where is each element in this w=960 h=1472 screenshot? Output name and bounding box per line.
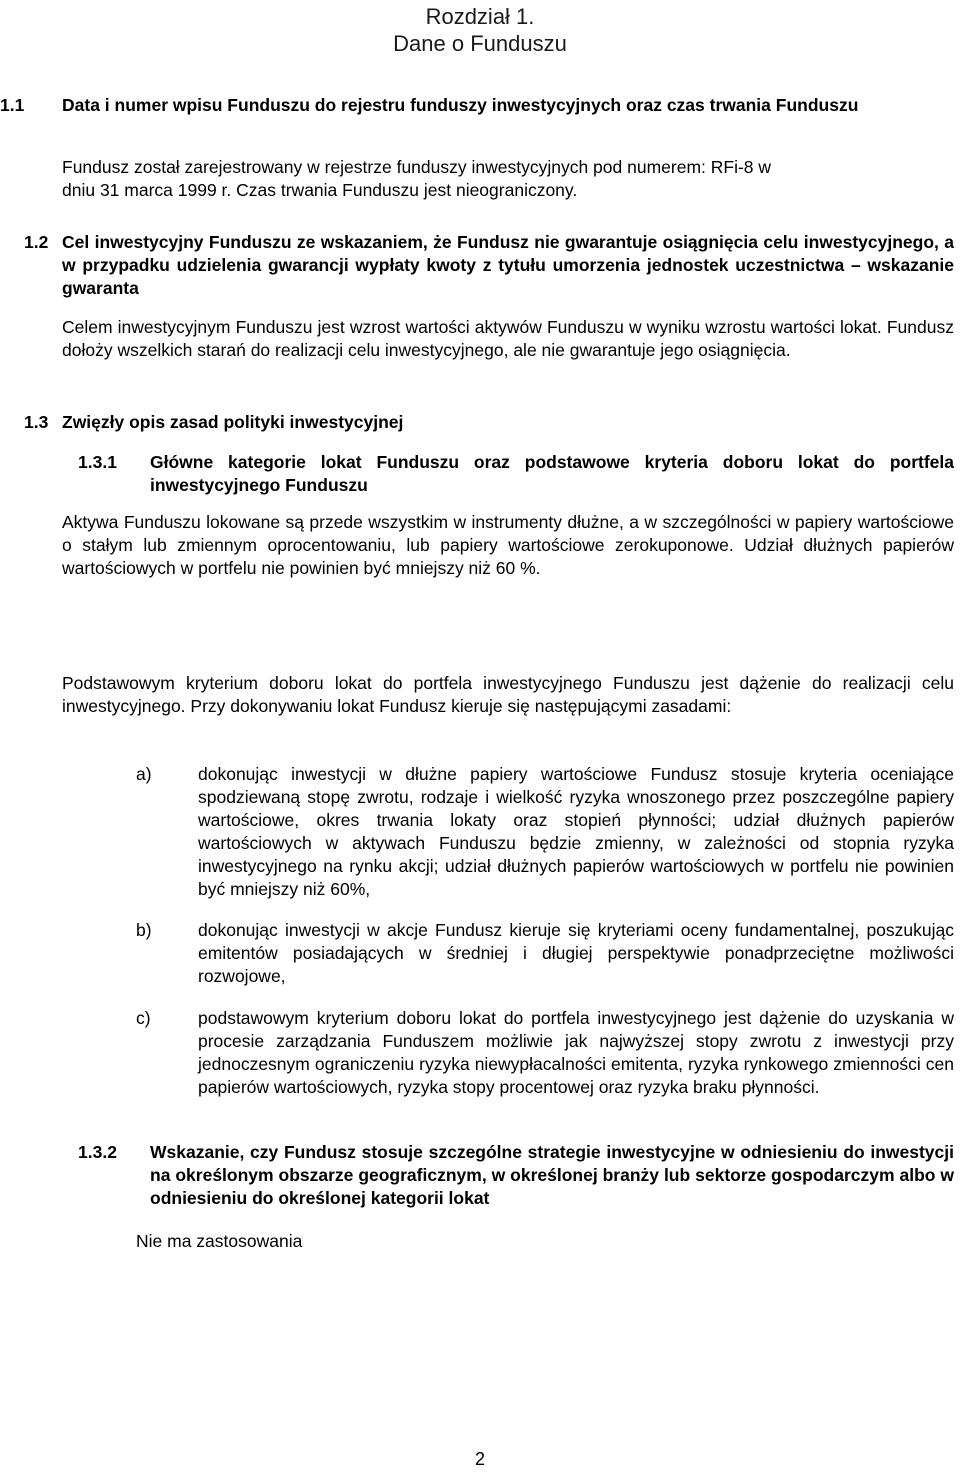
- list-item-a: dokonując inwestycji w dłużne papiery wartościowe Fundusz stosuje kryteria oceniające spodziewaną stopę zwrotu, rodzaje i wielkość ryzyka wnoszonego przez poszczególne papiery wartościowe, okres trwania lokaty oraz stopień płynności; udział dłużnych papierów wartościowych w aktywach Funduszu będzie zmienny, w zależności od stopnia ryzyka inwestycyjnego na rynku akcji; udział dłużnych papierów wartościowych w portfelu nie powinien być mniejszy niż 60%,: [198, 764, 954, 899]
- section-text-1-1-line1: Fundusz został zarejestrowany w rejestrze funduszy inwestycyjnych pod numerem: RFi-8 w: [62, 157, 772, 177]
- section-number-1-2: 1.2: [24, 232, 49, 252]
- section-text-1-3-1: Aktywa Funduszu lokowane są przede wszystkim w instrumenty dłużne, a w szczególności w papiery wartościowe o stałym lub zmiennym oprocentowaniu, lub papiery wartościowe zerokuponowe. Udział dłużnych papierów wartościowych w portfelu nie powinien być mniejszy niż 60 %.: [62, 512, 954, 578]
- section-heading-1-3: Zwięzły opis zasad polityki inwestycyjnej: [62, 412, 404, 432]
- page-number: 2: [474, 1449, 485, 1469]
- section-number-1-3-1: 1.3.1: [78, 452, 117, 472]
- section-number-1-3-2: 1.3.2: [78, 1142, 117, 1162]
- section-text-1-2: Celem inwestycyjnym Funduszu jest wzrost wartości aktywów Funduszu w wyniku wzrostu wartości lokat. Fundusz dołoży wszelkich starań do realizacji celu inwestycyjnego, ale nie gwarantuje jego osiągnięcia.: [62, 317, 954, 360]
- section-heading-1-1: Data i numer wpisu Funduszu do rejestru funduszy inwestycyjnych oraz czas trwania Funduszu: [62, 95, 859, 115]
- section-text-1-1-line2: dniu 31 marca 1999 r. Czas trwania Funduszu jest nieograniczony.: [62, 180, 578, 200]
- list-marker-b: b): [136, 920, 152, 940]
- section-heading-1-3-2: Wskazanie, czy Fundusz stosuje szczególne strategie inwestycyjne w odniesieniu do inwestycji na określonym obszarze geograficznym, w określonej branży lub sektorze gospodarczym albo w odniesieniu do określonej kategorii lokat: [150, 1142, 954, 1208]
- section-number-1-1: 1.1: [0, 95, 25, 115]
- list-item-c: podstawowym kryterium doboru lokat do portfela inwestycyjnego jest dążenie do uzyskania w procesie zarządzania Funduszem możliwie jak najwyższej stopy zwrotu z inwestycji przy jednoczesnym ograniczeniu ryzyka niewypłacalności emitenta, ryzyka rynkowego zmienności cen papierów wartościowych, ryzyka stopy procentowej oraz ryzyka braku płynności.: [198, 1008, 954, 1097]
- list-marker-c: c): [136, 1008, 151, 1028]
- section-number-1-3: 1.3: [24, 412, 49, 432]
- list-marker-a: a): [136, 764, 152, 784]
- list-item-b: dokonując inwestycji w akcje Fundusz kieruje się kryteriami oceny fundamentalnej, poszukując emitentów posiadających w średniej i długiej perspektywie ponadprzeciętne możliwości rozwojowe,: [198, 920, 954, 986]
- section-text-1-3-1-criteria: Podstawowym kryterium doboru lokat do portfela inwestycyjnego Funduszu jest dążenie do realizacji celu inwestycyjnego. Przy dokonywaniu lokat Fundusz kieruje się następującymi zasadami:: [62, 673, 954, 716]
- section-heading-1-2: Cel inwestycyjny Funduszu ze wskazaniem, że Fundusz nie gwarantuje osiągnięcia celu inwestycyjnego, a w przypadku udzielenia gwarancji wypłaty kwoty z tytułu umorzenia jednostek uczestnictwa – wskazanie gwaranta: [62, 232, 954, 298]
- chapter-title-line1: Rozdział 1.: [425, 4, 535, 29]
- section-text-1-3-2: Nie ma zastosowania: [136, 1231, 303, 1251]
- chapter-title-line2: Dane o Funduszu: [393, 31, 567, 56]
- section-heading-1-3-1: Główne kategorie lokat Funduszu oraz podstawowe kryteria doboru lokat do portfela inwestycyjnego Funduszu: [150, 452, 954, 495]
